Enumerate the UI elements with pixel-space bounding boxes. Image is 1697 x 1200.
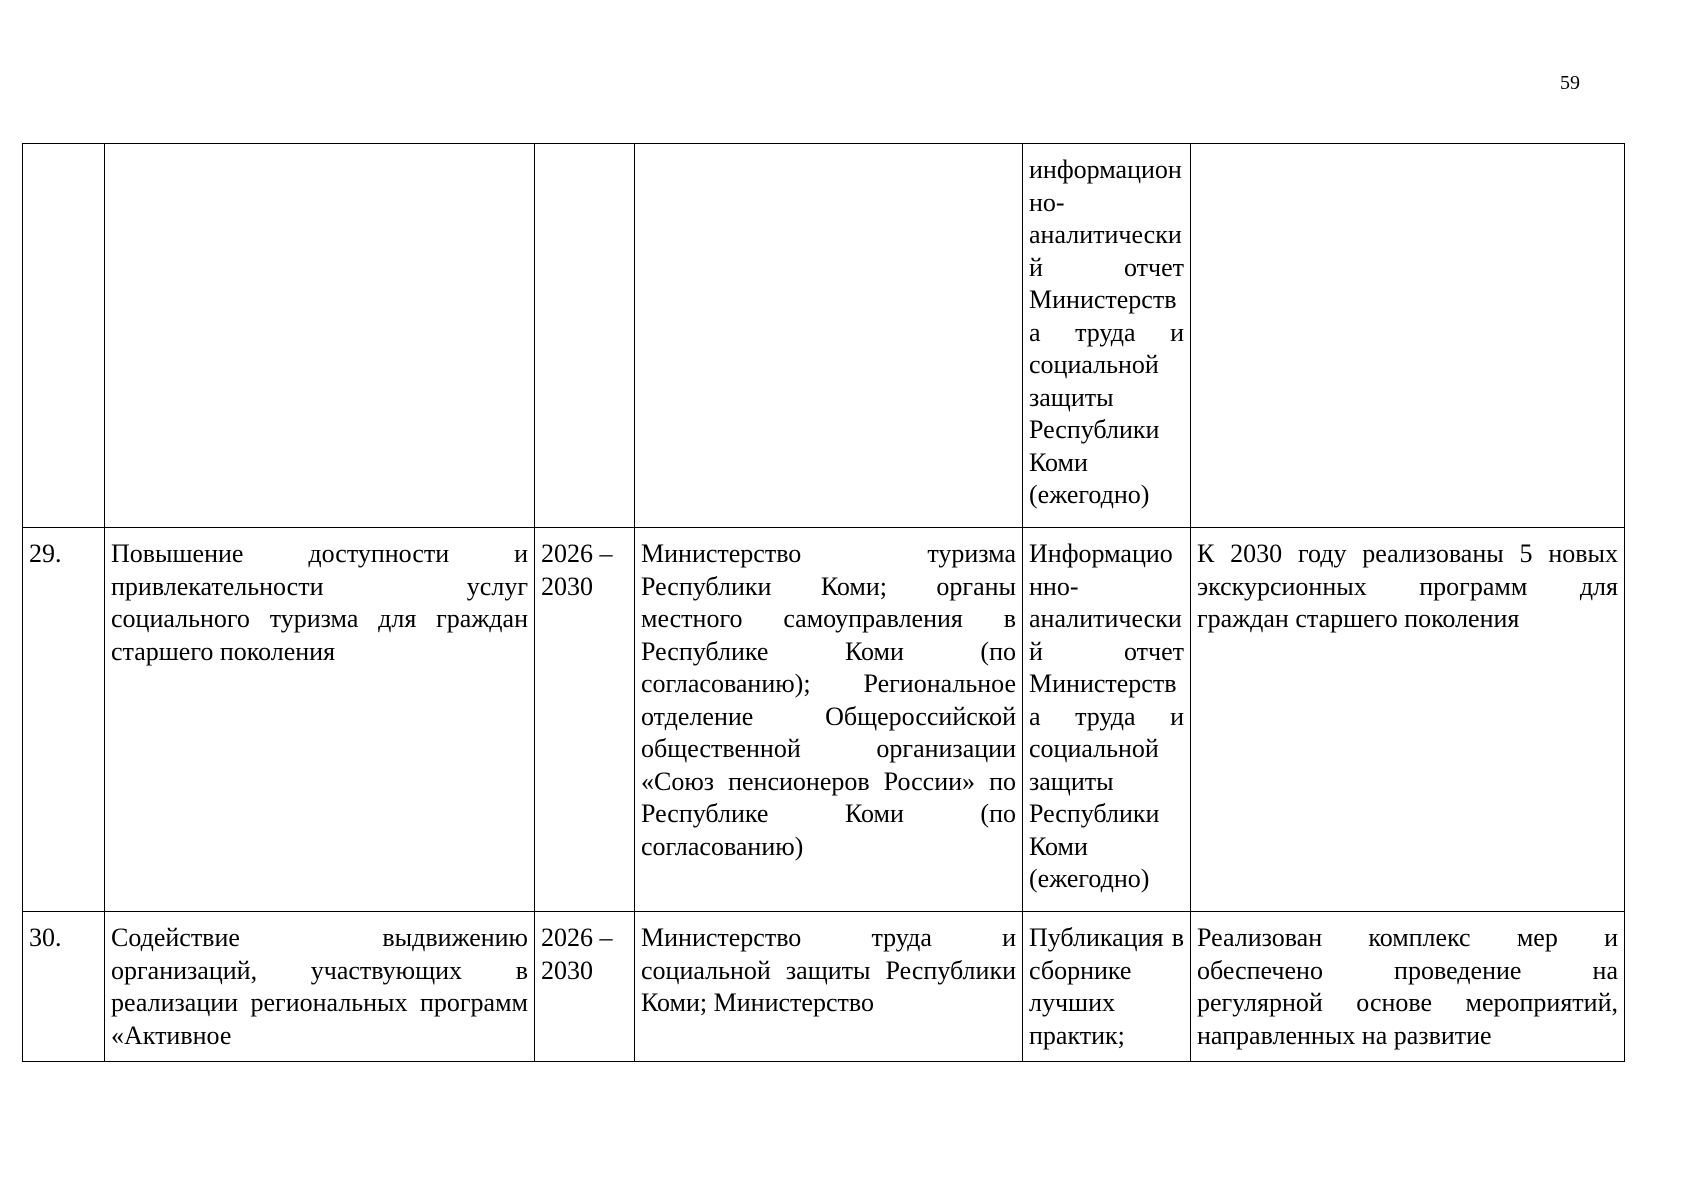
measures-table [22, 143, 1625, 1062]
report-cell: Публикация в сборнике лучших практик; [1023, 912, 1191, 1062]
result-cell: Реализован комплекс мер и обеспечено проведение на регулярной основе мероприятий, направленных на развитие [1191, 912, 1625, 1062]
responsible-cell [635, 144, 1023, 528]
table-row-29 [23, 528, 1625, 912]
report-cell: информационно-аналитический отчет Министерства труда и социальной защиты Республики Коми (ежегодно) [1023, 144, 1191, 528]
period-cell: 2026 – 2030 [535, 528, 635, 912]
row-number-cell [23, 144, 105, 528]
table-row-continuation [23, 144, 1625, 528]
measure-cell: Содействие выдвижению организаций, участвующих в реализации региональных программ «Активное [105, 912, 535, 1062]
page-number: 59 [1560, 72, 1580, 94]
result-cell [1191, 144, 1625, 528]
row-number-cell: 29. [23, 528, 105, 912]
responsible-cell: Министерство туризма Республики Коми; органы местного самоуправления в Республике Коми (по согласованию); Региональное отделение Общероссийской общественной организации «Союз пенсионеров России» по Республике Коми (по согласованию) [635, 528, 1023, 912]
report-cell: Информационно-аналитический отчет Министерства труда и социальной защиты Республики Коми (ежегодно) [1023, 528, 1191, 912]
result-cell: К 2030 году реализованы 5 новых экскурсионных программ для граждан старшего поколения [1191, 528, 1625, 912]
period-cell [535, 144, 635, 528]
measure-cell: Повышение доступности и привлекательности услуг социального туризма для граждан старшего поколения [105, 528, 535, 912]
period-cell: 2026 – 2030 [535, 912, 635, 1062]
measure-cell [105, 144, 535, 528]
responsible-cell: Министерство труда и социальной защиты Республики Коми; Министерство [635, 912, 1023, 1062]
table-row-30 [23, 912, 1625, 1062]
row-number-cell: 30. [23, 912, 105, 1062]
